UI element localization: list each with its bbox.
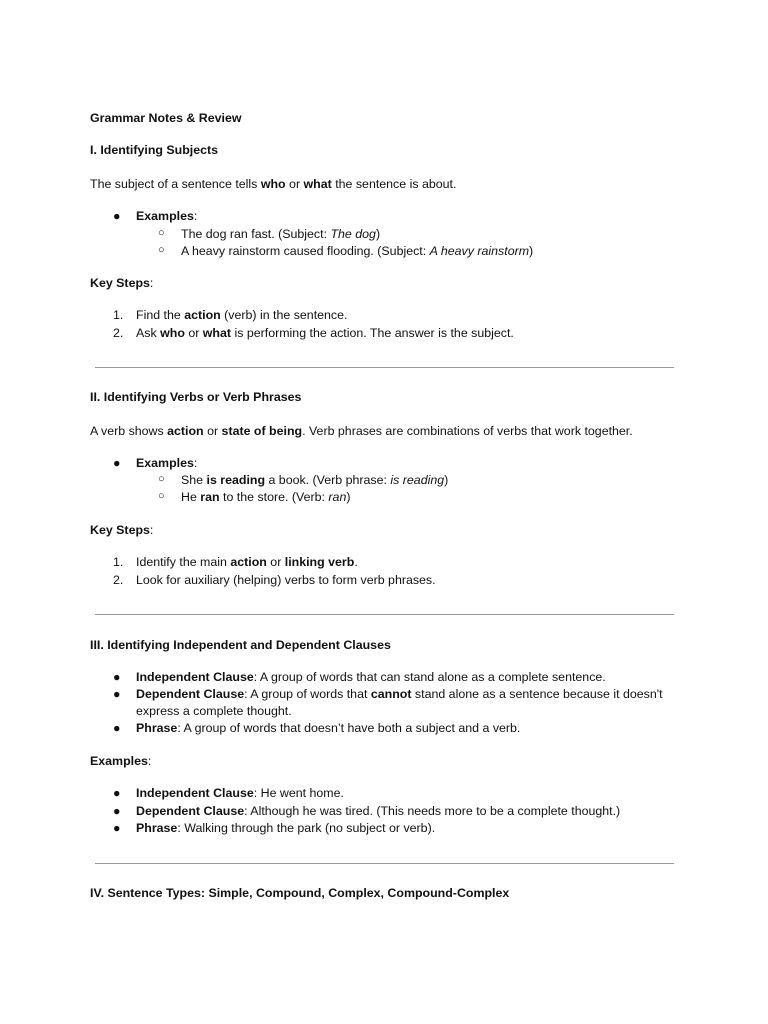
section-heading-sentence-types: IV. Sentence Types: Simple, Compound, Complex, Compound-Complex xyxy=(90,886,510,900)
horizontal-rule xyxy=(95,614,674,615)
step-number: 1. xyxy=(113,555,124,569)
sub-bullet-icon: ○ xyxy=(158,227,165,239)
key-steps-label: Key Steps: xyxy=(90,523,154,537)
sub-bullet-icon: ○ xyxy=(158,490,165,502)
definition-item: Independent Clause: A group of words that can stand alone as a complete sentence. xyxy=(136,670,606,684)
bullet-icon: ● xyxy=(113,456,121,470)
step-number: 1. xyxy=(113,308,124,322)
section-heading-verbs: II. Identifying Verbs or Verb Phrases xyxy=(90,390,302,404)
step-item: Ask who or what is performing the action. The answer is the subject. xyxy=(136,326,514,340)
subjects-intro: The subject of a sentence tells who or what the sentence is about. xyxy=(90,177,457,191)
bullet-icon: ● xyxy=(113,670,121,684)
bullet-icon: ● xyxy=(113,786,121,800)
examples-label: Examples: xyxy=(90,754,152,768)
verb-example-item: She is reading a book. (Verb phrase: is reading) xyxy=(181,473,449,487)
definition-item-continuation: express a complete thought. xyxy=(136,704,292,718)
subject-example-item: The dog ran fast. (Subject: The dog) xyxy=(181,227,381,241)
step-item: Identify the main action or linking verb. xyxy=(136,555,358,569)
verb-example-item: He ran to the store. (Verb: ran) xyxy=(181,490,351,504)
bullet-icon: ● xyxy=(113,687,121,701)
clause-example-item: Dependent Clause: Although he was tired. (This needs more to be a complete thought.) xyxy=(136,804,621,818)
section-heading-clauses: III. Identifying Independent and Dependent Clauses xyxy=(90,638,391,652)
step-item: Find the action (verb) in the sentence. xyxy=(136,308,348,322)
step-number: 2. xyxy=(113,573,124,587)
clause-example-item: Independent Clause: He went home. xyxy=(136,786,344,800)
horizontal-rule xyxy=(95,863,674,864)
sub-bullet-icon: ○ xyxy=(158,244,165,256)
examples-label: Examples: xyxy=(136,456,198,470)
horizontal-rule xyxy=(95,367,674,368)
step-item: Look for auxiliary (helping) verbs to form verb phrases. xyxy=(136,573,436,587)
section-heading-subjects: I. Identifying Subjects xyxy=(90,143,219,157)
step-number: 2. xyxy=(113,326,124,340)
bullet-icon: ● xyxy=(113,804,121,818)
subject-example-item: A heavy rainstorm caused flooding. (Subject: A heavy rainstorm) xyxy=(181,244,534,258)
verbs-intro: A verb shows action or state of being. Verb phrases are combinations of verbs that work together. xyxy=(90,424,633,438)
bullet-icon: ● xyxy=(113,721,121,735)
definition-item: Phrase: A group of words that doesn’t have both a subject and a verb. xyxy=(136,721,521,735)
key-steps-label: Key Steps: xyxy=(90,276,154,290)
bullet-icon: ● xyxy=(113,821,121,835)
definition-item: Dependent Clause: A group of words that cannot stand alone as a sentence because it doesn't xyxy=(136,687,663,701)
examples-label: Examples: xyxy=(136,209,198,223)
bullet-icon: ● xyxy=(113,209,121,223)
document-title: Grammar Notes & Review xyxy=(90,111,242,125)
clause-example-item: Phrase: Walking through the park (no subject or verb). xyxy=(136,821,436,835)
sub-bullet-icon: ○ xyxy=(158,473,165,485)
